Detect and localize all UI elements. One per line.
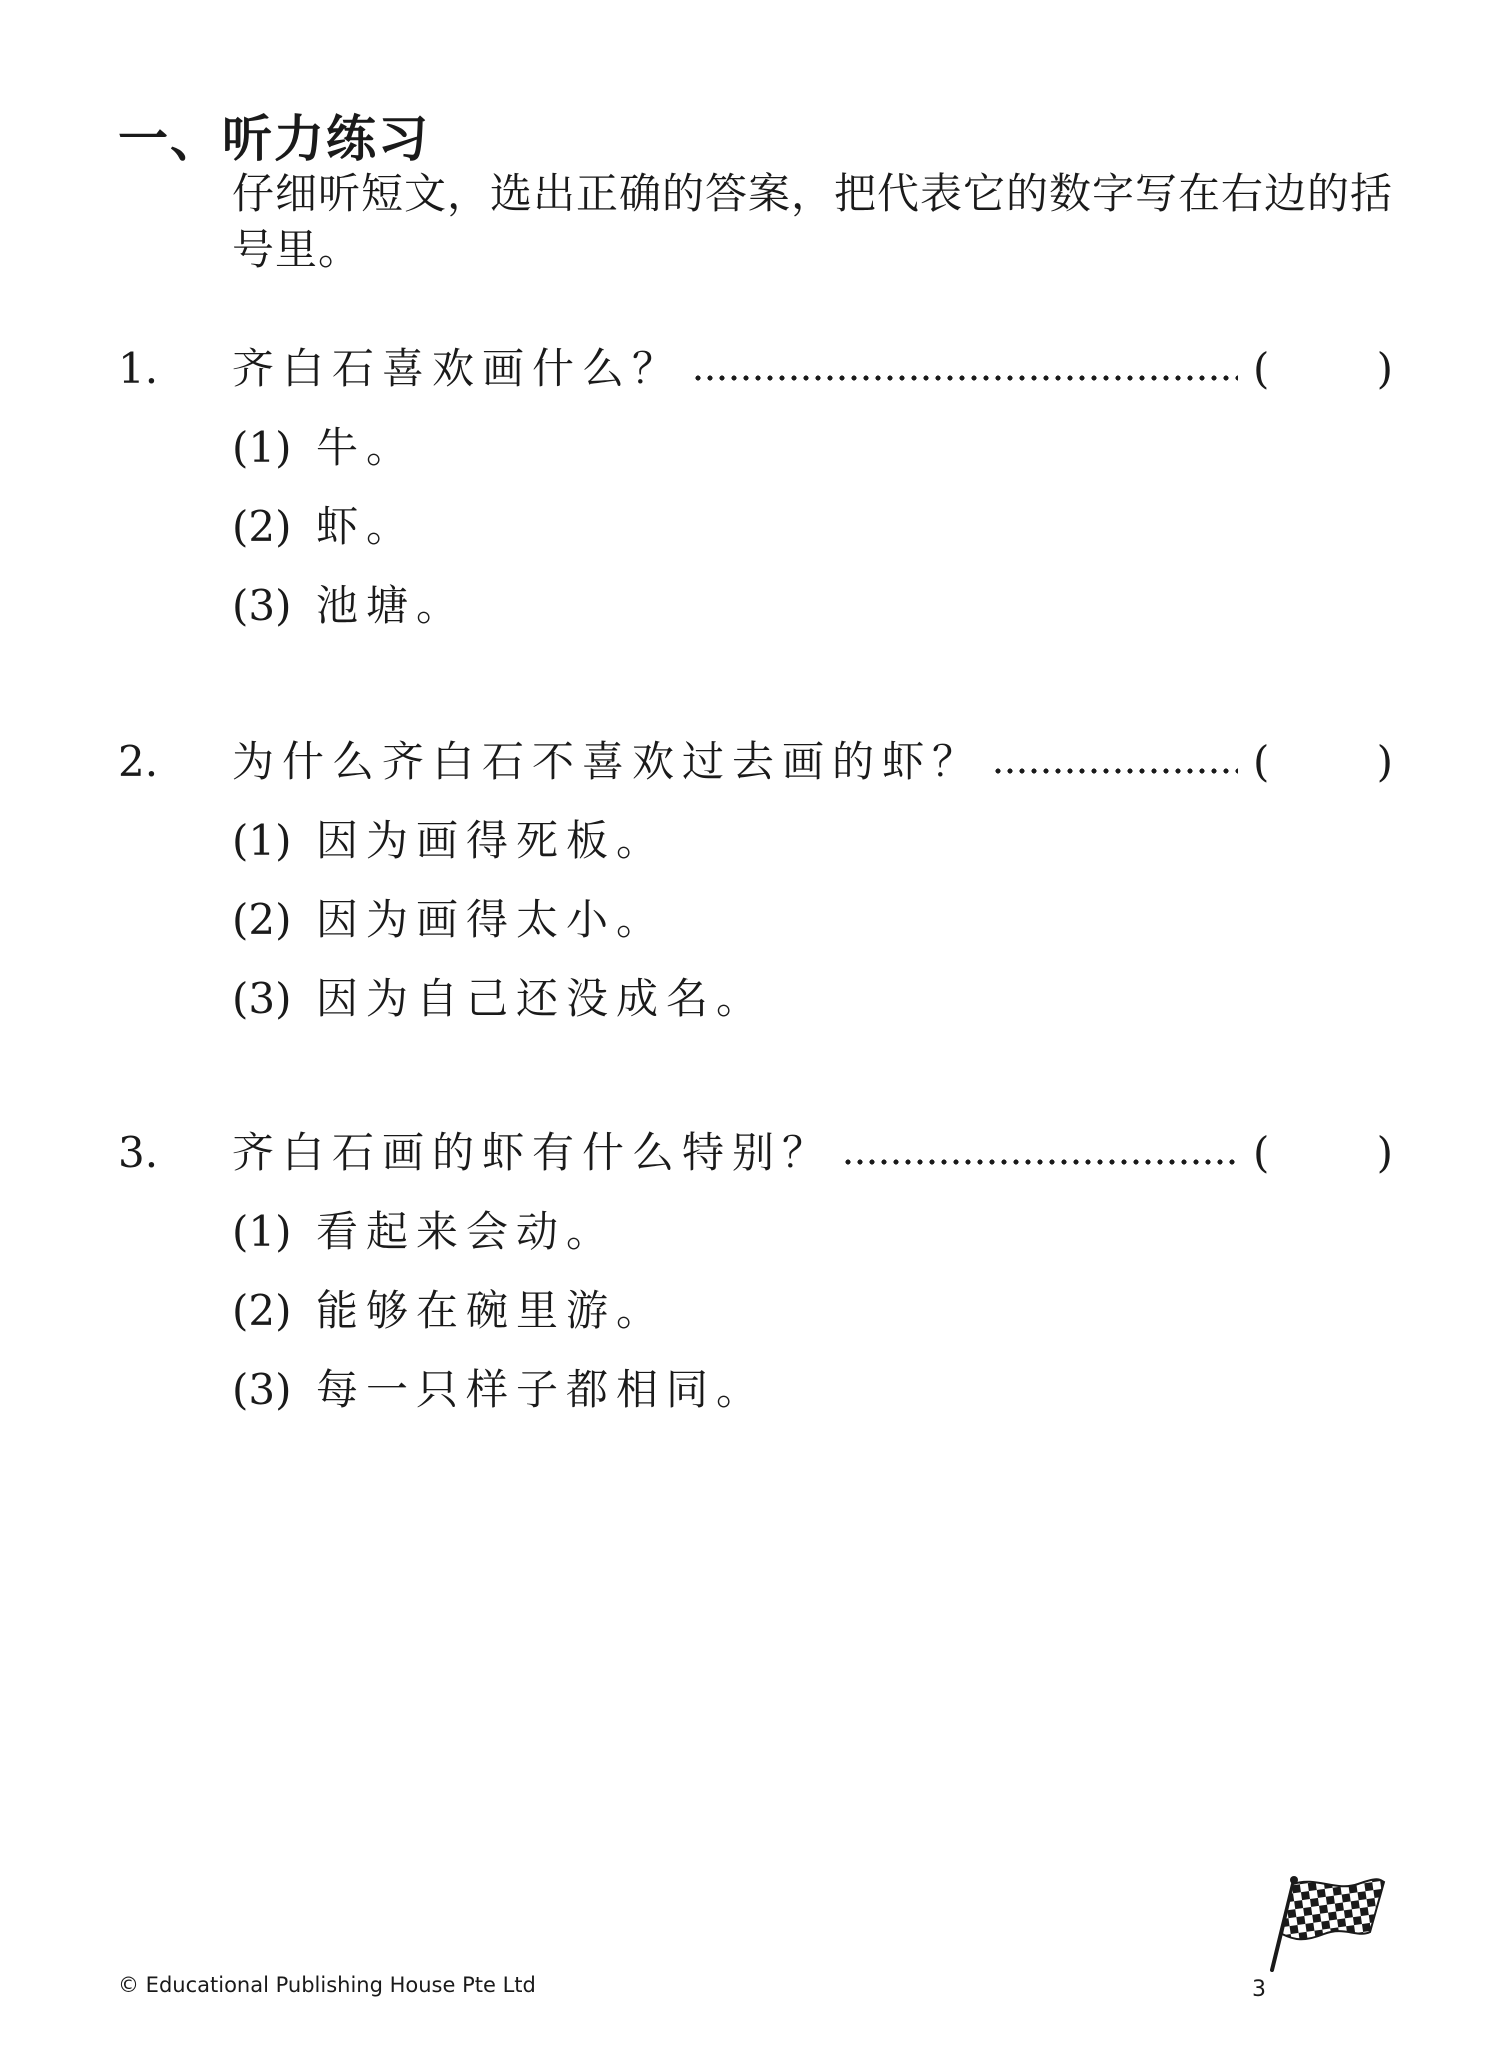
- option-text: 因为自己还没成名。: [316, 974, 767, 1023]
- option-label: (3): [232, 1365, 292, 1414]
- option-text: 因为画得死板。: [316, 816, 667, 865]
- page-number: 3: [1252, 1977, 1266, 2002]
- question-line: [232, 334, 1252, 404]
- option-text: 虾。: [316, 502, 417, 551]
- option-label: (1): [232, 1207, 292, 1256]
- answer-paren-close: ): [1376, 344, 1393, 393]
- option-label: (2): [232, 895, 292, 944]
- answer-box[interactable]: [1253, 727, 1393, 797]
- option-text: 看起来会动。: [316, 1207, 617, 1256]
- question-row: [0, 334, 1497, 404]
- option-item: [232, 1197, 616, 1267]
- question-text: 齐白石画的虾有什么特别？: [232, 1128, 833, 1177]
- answer-paren-open: (: [1253, 344, 1270, 393]
- option-label: (3): [232, 581, 292, 630]
- question-number: 1.: [118, 344, 159, 393]
- dotted-leader: [692, 373, 1238, 383]
- section-title: 一、听力练习: [118, 110, 430, 168]
- option-label: (2): [232, 1286, 292, 1335]
- question-2: [0, 727, 1497, 1057]
- question-text: 齐白石喜欢画什么？: [232, 344, 683, 393]
- question-row: [0, 1118, 1497, 1188]
- question-1: [0, 334, 1497, 664]
- answer-box[interactable]: [1253, 334, 1393, 404]
- option-item: [232, 492, 416, 562]
- option-item: [232, 1355, 766, 1425]
- answer-paren-close: ): [1376, 1128, 1393, 1177]
- question-row: [0, 727, 1497, 797]
- question-text: 为什么齐白石不喜欢过去画的虾？: [232, 737, 983, 786]
- option-text: 牛。: [316, 423, 417, 472]
- answer-paren-open: (: [1253, 1128, 1270, 1177]
- option-text: 因为画得太小。: [316, 895, 667, 944]
- question-3: [0, 1118, 1497, 1448]
- answer-paren-close: ): [1376, 737, 1393, 786]
- question-number: 2.: [118, 737, 159, 786]
- copyright-notice: © Educational Publishing House Pte Ltd: [118, 1973, 536, 1997]
- option-text: 池塘。: [316, 581, 467, 630]
- section-instruction: 仔细听短文，选出正确的答案，把代表它的数字写在右边的括号里。: [232, 169, 1394, 274]
- answer-paren-open: (: [1253, 737, 1270, 786]
- option-label: (2): [232, 502, 292, 551]
- option-item: [232, 413, 416, 483]
- option-label: (3): [232, 974, 292, 1023]
- checkered-flag-icon: [1258, 1874, 1388, 1974]
- option-text: 能够在碗里游。: [316, 1286, 667, 1335]
- option-item: [232, 1276, 666, 1346]
- option-text: 每一只样子都相同。: [316, 1365, 767, 1414]
- question-line: [232, 1118, 1252, 1188]
- dotted-leader: [842, 1157, 1238, 1167]
- option-label: (1): [232, 423, 292, 472]
- option-item: [232, 806, 666, 876]
- answer-box[interactable]: [1253, 1118, 1393, 1188]
- option-item: [232, 571, 466, 641]
- dotted-leader: [992, 766, 1238, 776]
- option-item: [232, 964, 766, 1034]
- question-number: 3.: [118, 1128, 159, 1177]
- question-line: [232, 727, 1252, 797]
- option-label: (1): [232, 816, 292, 865]
- option-item: [232, 885, 666, 955]
